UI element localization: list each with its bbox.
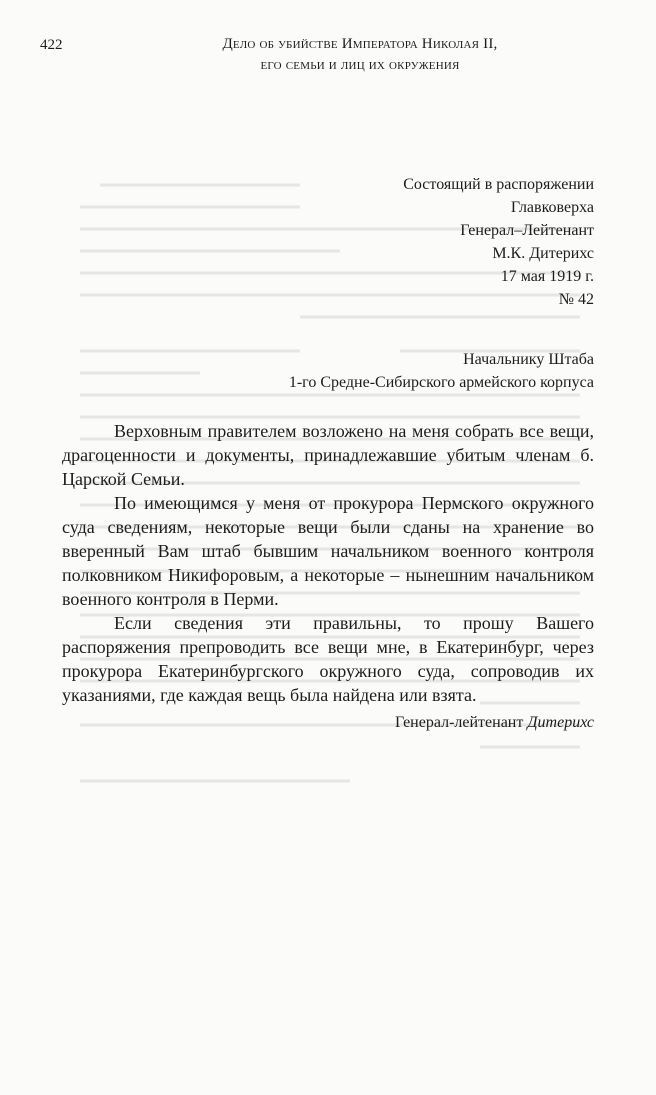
sender-name: М.К. Дитерихс [492,245,594,262]
running-header-line-2: его семьи и лиц их окружения [260,57,460,73]
signature-rank: Генерал-лейтенант [395,714,528,731]
addressee-title: Начальнику Штаба [463,351,594,368]
body-paragraph-1: Верховным правителем возложено на меня собрать все вещи, драгоценности и документы, принадлежавшие убитым членам б. Царской Семьи. [62,421,594,489]
running-header-line-1: Дело об убийстве Императора Николая II, [222,36,498,52]
sender-rank: Генерал–Лейтенант [460,222,594,239]
body-paragraph-3: Если сведения эти правильны, то прошу Вашего распоряжения препроводить все вещи мне, в Екатеринбург, через прокурора Екатеринбургского окружного суда, сопроводив их указаниями, где каждая вещь была найдена или взята. [62,613,594,705]
sender-position: Состоящий в распоряжении [403,176,594,193]
signature-line [395,712,594,734]
sender-command: Главковерха [510,199,594,216]
letter-body [62,419,594,707]
document-number: № 42 [558,291,594,308]
page-number: 422 [40,37,63,53]
sender-block [403,173,594,311]
document-date: 17 мая 1919 г. [500,268,594,285]
addressee-block [289,348,594,394]
signature-name: Дитерихс [527,714,594,731]
body-paragraph-2: По имеющимся у меня от прокурора Пермского окружного суда сведениям, некоторые вещи были сданы на хранение во вверенный Вам штаб бывшим начальником военного контроля полковником Никифоровым, а некоторые – нынешним начальником военного контроля в Перми. [62,493,594,609]
addressee-unit: 1-го Средне-Сибирского армейского корпуса [288,374,594,391]
running-header [150,34,570,76]
